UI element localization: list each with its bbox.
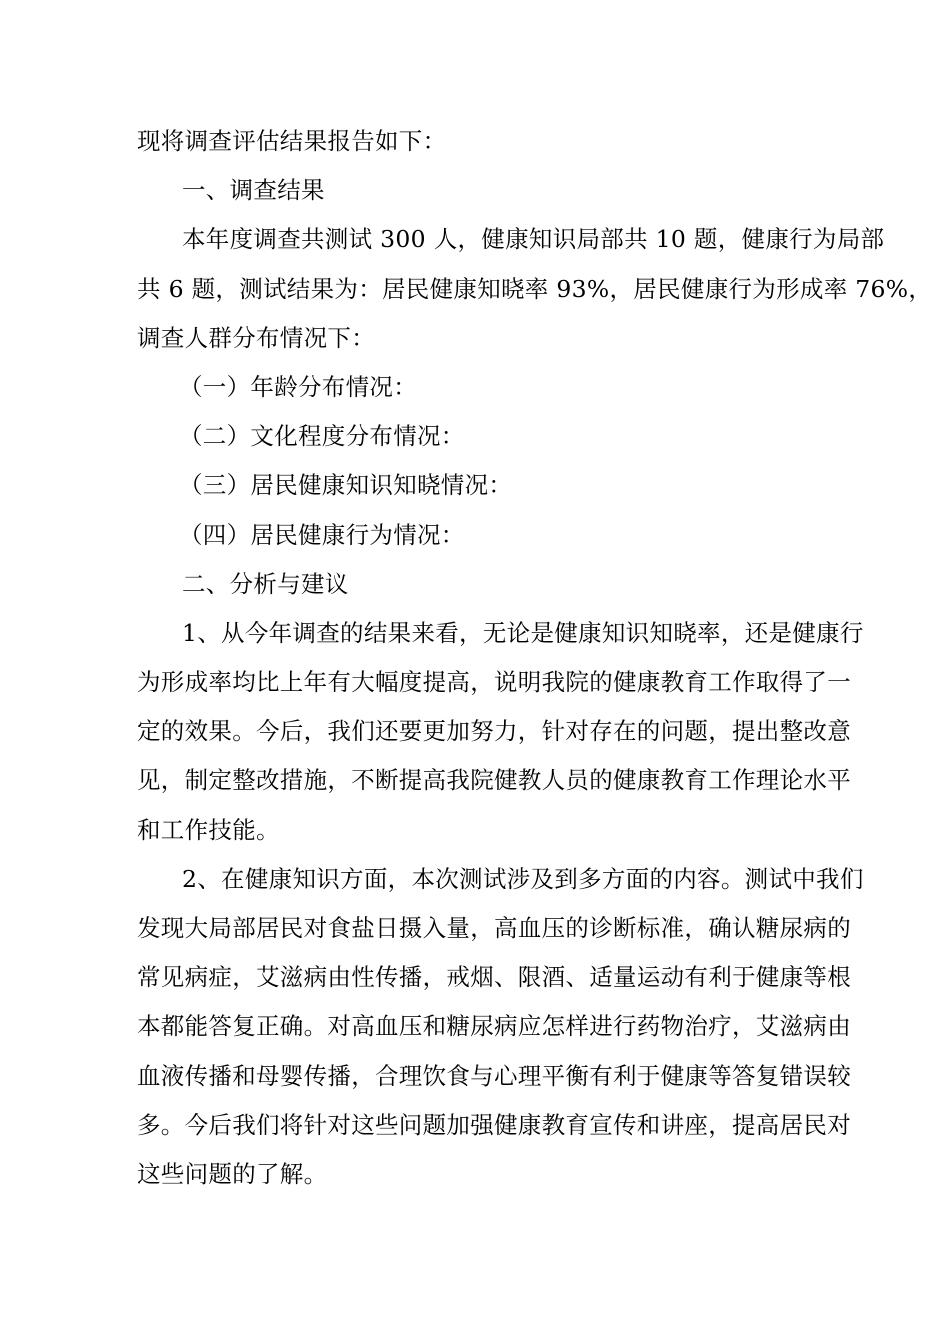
text-line: 本都能答复正确。对高血压和糖尿病应怎样进行药物治疗，艾滋病由 (137, 1012, 851, 1041)
text-line: 为形成率均比上年有大幅度提高，说明我院的健康教育工作取得了一 (137, 668, 851, 697)
text-line: 多。今后我们将针对这些问题加强健康教育宣传和讲座，提高居民对 (137, 1110, 851, 1139)
text-line: 常见病症，艾滋病由性传播，戒烟、限酒、适量运动有利于健康等根 (137, 963, 851, 992)
subsection-heading-knowledge: （三）居民健康知识知晓情况： (179, 471, 513, 500)
section-heading-analysis: 二、分析与建议 (182, 569, 349, 598)
subsection-heading-behavior: （四）居民健康行为情况： (179, 520, 465, 549)
subsection-heading-education: （二）文化程度分布情况： (179, 422, 465, 451)
document-body (137, 117, 933, 1199)
text-line: 1、从今年调查的结果来看，无论是健康知识知晓率，还是健康行 (182, 618, 864, 647)
text-line: 调查人群分布情况下： (137, 323, 375, 352)
text-line: 发现大局部居民对食盐日摄入量，高血压的诊断标准，确认糖尿病的 (137, 914, 851, 942)
text-line: 血液传播和母婴传播，合理饮食与心理平衡有利于健康等答复错误较 (137, 1061, 851, 1090)
text-line: 2、在健康知识方面，本次测试涉及到多方面的内容。测试中我们 (182, 864, 864, 893)
text-line: 见，制定整改措施，不断提高我院健教人员的健康教育工作理论水平 (137, 766, 851, 795)
subsection-heading-age: （一）年龄分布情况： (179, 372, 417, 401)
section-heading-survey-results: 一、调查结果 (182, 176, 325, 205)
text-line: 现将调查评估结果报告如下： (137, 127, 447, 155)
text-line: 本年度调查共测试 300 人，健康知识局部共 10 题，健康行为局部 (182, 225, 885, 254)
text-line: 和工作技能。 (137, 815, 280, 844)
text-line: 定的效果。今后，我们还要更加努力，针对存在的问题，提出整改意 (137, 717, 851, 746)
text-line: 共 6 题，测试结果为：居民健康知晓率 93%，居民健康行为形成率 76%， (137, 274, 933, 303)
text-line: 这些问题的了解。 (137, 1159, 328, 1188)
